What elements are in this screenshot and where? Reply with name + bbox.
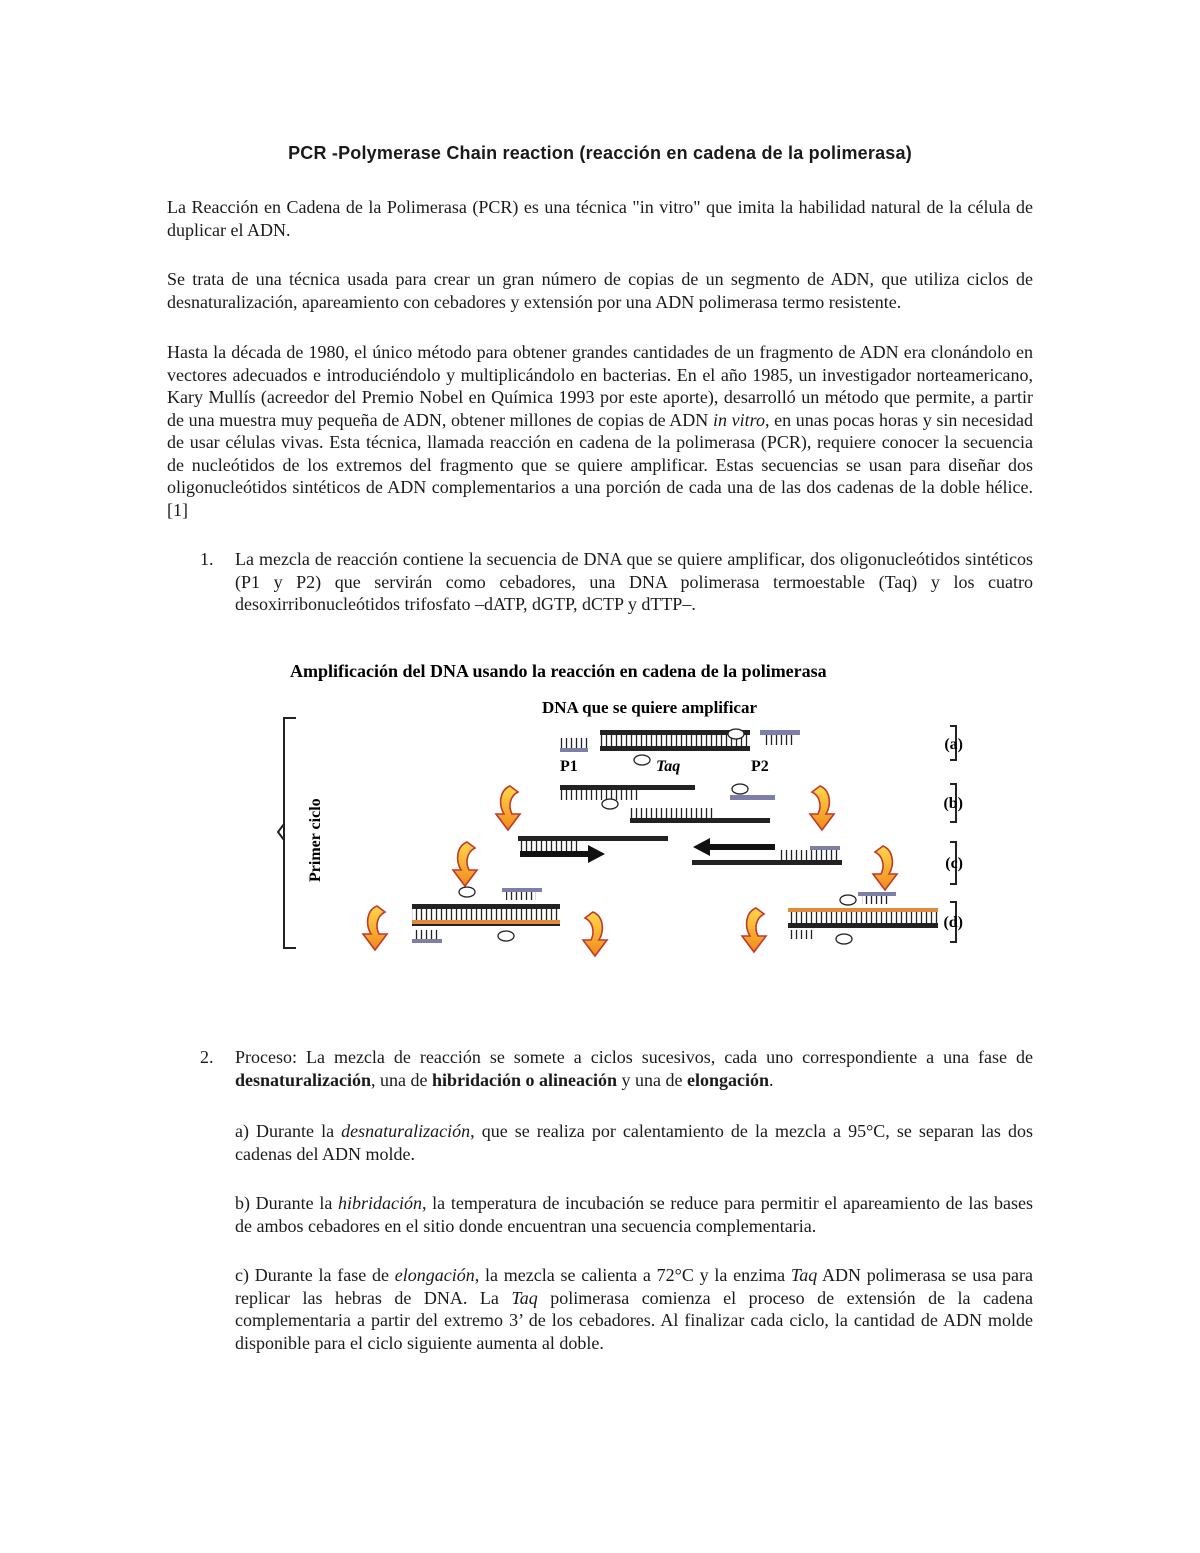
curl-arrow-d-right: [742, 908, 766, 952]
primer-p2-ticks: [765, 735, 793, 745]
item-2-text-d: y una de: [617, 1069, 688, 1090]
sub-b-text-a: b) Durante la: [235, 1193, 338, 1213]
ticks-d-left: [412, 909, 560, 920]
primer-b-right: [730, 795, 775, 800]
primer-p1: [560, 748, 588, 752]
item-1-number: 1.: [200, 549, 214, 569]
step-c-label: (c): [945, 855, 963, 872]
primer-d-right-low-ticks: [790, 930, 814, 939]
cycle-bracket: [284, 718, 296, 948]
taq-d-left-top: [459, 887, 475, 897]
history-italic: in vitro: [712, 409, 765, 430]
pcr-figure: [270, 650, 970, 960]
taq-d-right-top: [840, 895, 856, 905]
row-d: [363, 887, 938, 956]
figure-title: Amplificación del DNA usando la reacción en cadena de la polimerasa: [290, 661, 827, 681]
history-paragraph: [167, 341, 1033, 521]
sub-b-italic: hibridación: [337, 1193, 422, 1213]
curl-arrow-d-mid: [583, 912, 607, 956]
item-2-text-a: Proceso: La mezcla de reacción se somete a ciclos sucesivos, cada uno correspondiente a una fase de: [235, 1047, 1033, 1067]
history-text-b: , en unas pocas horas y sin necesidad de usar células vivas. Esta técnica, llamada reacción en cadena de la polimerasa (PCR), requiere conocer la secuencia de nucleótidos de los extremos del fragmento que se quiere amplificar. Estas secuencias se usan para diseñar dos oligonucleótidos sintéticos de ADN complementarios a una porción de cada una de las dos cadenas de la doble hélice. [1]: [167, 409, 1033, 520]
ticks-d-right: [788, 912, 938, 923]
sub-c-paragraph: [235, 1264, 1033, 1354]
curl-arrow-b-left: [496, 786, 520, 830]
ticks-c-right: [780, 850, 840, 860]
sub-c-italic-2: Taq: [790, 1265, 818, 1285]
step-a-label: (a): [944, 736, 963, 753]
term-desnaturalizacion: desnaturalización: [235, 1069, 372, 1090]
strand-c-left: [518, 836, 668, 841]
term-hibridacion: hibridación o alineación: [432, 1069, 618, 1090]
primer-d-left-low-ticks: [415, 930, 439, 939]
taq-enzyme-2: [728, 729, 744, 739]
primer-d-left-top-ticks: [506, 892, 536, 900]
cycle-label: Primer ciclo: [307, 798, 324, 882]
step-d-label: (d): [943, 914, 963, 931]
row-b: [496, 784, 834, 830]
sub-a-text-a: a) Durante la: [235, 1121, 342, 1141]
step-b-label: (b): [943, 795, 963, 812]
strand-d-left-bottom: [412, 920, 560, 924]
strand-d-right-top: [788, 908, 938, 912]
sub-c-text-a: c) Durante la fase de: [235, 1265, 395, 1285]
sub-b-text-b: , la temperatura de incubación se reduce para permitir el apareamiento de las bases de ambos cebadores en el sitio donde encuentran una secuencia complementaria.: [235, 1193, 1033, 1236]
dna-base-pairs: [600, 735, 750, 746]
row-c: [453, 836, 897, 890]
taq-b-right: [732, 784, 748, 794]
arrow-c-right: [693, 838, 775, 856]
item-1-text: La mezcla de reacción contiene la secuencia de DNA que se quiere amplificar, dos oligonucleótidos sintéticos (P1 y P2) que servirán como cebadores, una DNA polimerasa termoestable (Taq) y los cuatro desoxirribonucleótidos trifosfato –dATP, dGTP, dCTP y dTTP–.: [235, 549, 1033, 614]
ticks-b-upper: [560, 790, 640, 800]
sub-c-text-c: ADN polimerasa se usa para replicar las hebras de DNA. La: [235, 1265, 1034, 1308]
taq-d-left-low: [498, 931, 514, 941]
sub-a-paragraph: [235, 1120, 1033, 1165]
taq-d-right-low: [836, 934, 852, 944]
strand-d-left-top: [412, 904, 560, 909]
strand-d-left-bottom-dark: [412, 924, 560, 926]
taq-enzyme: [634, 755, 650, 765]
dna-strand-bottom: [600, 746, 750, 751]
ticks-b-lower: [630, 808, 715, 818]
document-title: PCR -Polymerase Chain reaction (reacción en cadena de la polimerasa): [288, 143, 912, 163]
sub-c-italic-3: Taq: [511, 1287, 538, 1308]
item-2-text-c: , una de: [371, 1069, 432, 1090]
primer-p2: [760, 730, 800, 735]
sub-b-paragraph: [235, 1192, 1033, 1237]
term-elongacion: elongación: [687, 1069, 770, 1090]
strand-b-lower: [630, 818, 770, 823]
label-p2: P2: [751, 758, 769, 775]
sub-c-text-d: polimerasa comienza el proceso de extensión de la cadena complementaria a partir del extremo 3’ de los cebadores. Al finalizar cada ciclo, la cantidad de ADN molde disponible para el ciclo siguiente aumenta al doble.: [235, 1287, 1033, 1353]
curl-arrow-b-right: [810, 786, 834, 830]
strand-d-right-bottom: [788, 923, 938, 928]
sub-a-text-b: , que se realiza por calentamiento de la mezcla a 95°C, se separan las dos cadenas del ADN molde.: [235, 1121, 1033, 1164]
primer-d-left-low: [412, 939, 442, 943]
strand-c-right: [692, 860, 842, 865]
curl-arrow-c-right: [873, 846, 897, 890]
label-taq: Taq: [656, 758, 681, 775]
sub-a-italic: desnaturalización: [341, 1121, 471, 1141]
row-a: [560, 729, 800, 775]
strand-b-upper: [560, 785, 695, 790]
sub-c-text-b: , la mezcla se calienta a 72°C y la enzima: [474, 1265, 791, 1285]
taq-b-left: [602, 799, 618, 809]
technique-paragraph: Se trata de una técnica usada para crear un gran número de copias de un segmento de ADN, que utiliza ciclos de desnaturalización, apareamiento con cebadores y extensión por una ADN polimerasa termo resistente.: [167, 269, 1033, 312]
sub-c-italic-1: elongación: [394, 1265, 475, 1285]
intro-paragraph: La Reacción en Cadena de la Polimerasa (PCR) es una técnica "in vitro" que imita la habilidad natural de la célula de duplicar el ADN.: [167, 197, 1033, 240]
primer-d-right-top-ticks: [862, 896, 890, 904]
primer-d-right-top: [858, 892, 896, 896]
curl-arrow-d-left: [363, 906, 387, 950]
item-2-number: 2.: [200, 1047, 214, 1067]
curl-arrow-c-left: [453, 842, 477, 886]
primer-d-left-top: [502, 888, 542, 892]
item-2-text-e: .: [769, 1069, 774, 1090]
primer-p1-ticks: [560, 738, 588, 748]
primer-c-right: [810, 846, 840, 850]
item-2-text: [235, 1046, 1033, 1091]
ticks-c-left: [518, 841, 578, 851]
figure-subtitle: DNA que se quiere amplificar: [542, 698, 758, 717]
label-p1: P1: [560, 758, 578, 775]
history-text-a: Hasta la década de 1980, el único método para obtener grandes cantidades de un fragmento de ADN era clonándolo en vectores adecuados e introduciéndolo y multiplicándolo en bacterias. En el año 1985, un investigador norteamericano, Kary Mullís (acreedor del Premio Nobel en Química 1993 por este aporte), desarrolló un método que permite, a partir de una muestra muy pequeña de ADN, obtener millones de copias de ADN: [167, 342, 1033, 430]
